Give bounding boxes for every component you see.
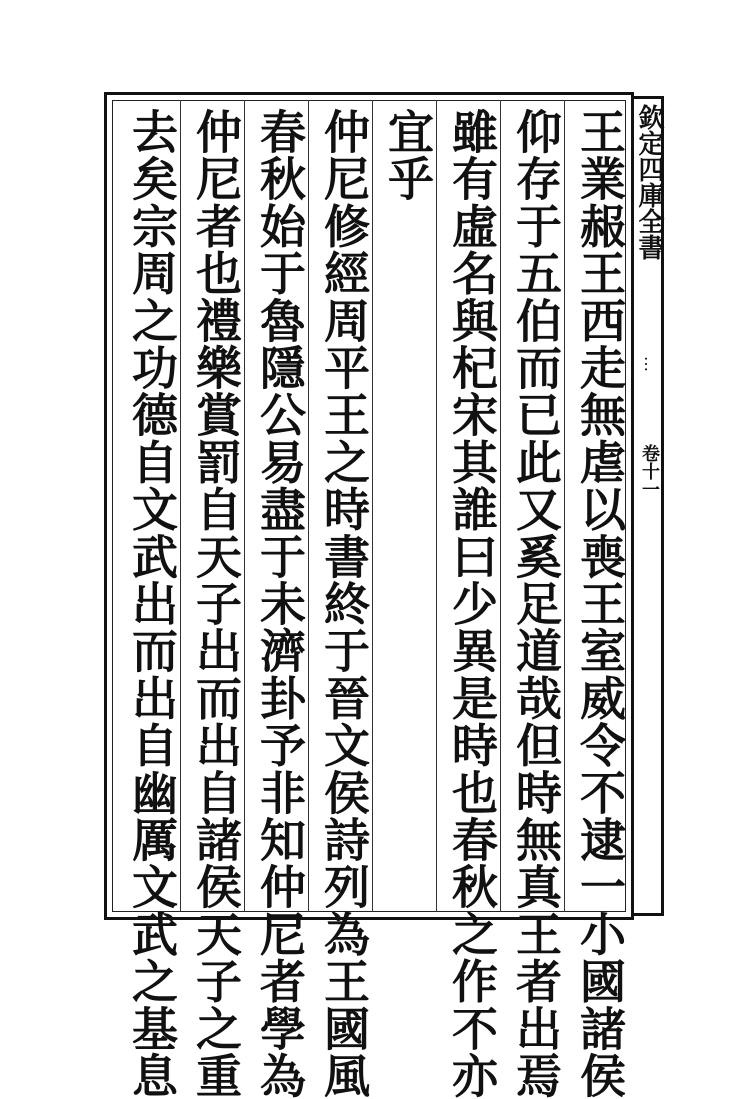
text-column-5: 仲尼修經周平王之時書終于晉文侯詩列為王國風 xyxy=(317,108,371,1099)
text-column-2: 仰存于五伯而已此又奚足道哉但時無真王者出焉 xyxy=(509,108,563,1099)
volume-label: 卷十一 xyxy=(639,444,660,498)
text-column-7: 仲尼者也禮樂賞罰自天子出而出自諸侯天子之重 xyxy=(189,108,243,1099)
text-column-6: 春秋始于魯隱公易盡于未濟卦予非知仲尼者學為 xyxy=(253,108,307,1099)
book-title: 欽定四庫全書 xyxy=(634,104,664,260)
section-mark: … xyxy=(641,356,660,372)
text-column-1: 王業赧王西走無虐以喪王室威令不逮一小國諸侯 xyxy=(573,108,627,1099)
text-column-4: 宜乎 xyxy=(381,108,435,203)
text-column-8: 去矣宗周之功德自文武出而出自幽厲文武之基息 xyxy=(125,108,179,1099)
text-column-3: 雖有虛名與杞宋其誰曰少異是時也春秋之作不亦 xyxy=(445,108,499,1099)
